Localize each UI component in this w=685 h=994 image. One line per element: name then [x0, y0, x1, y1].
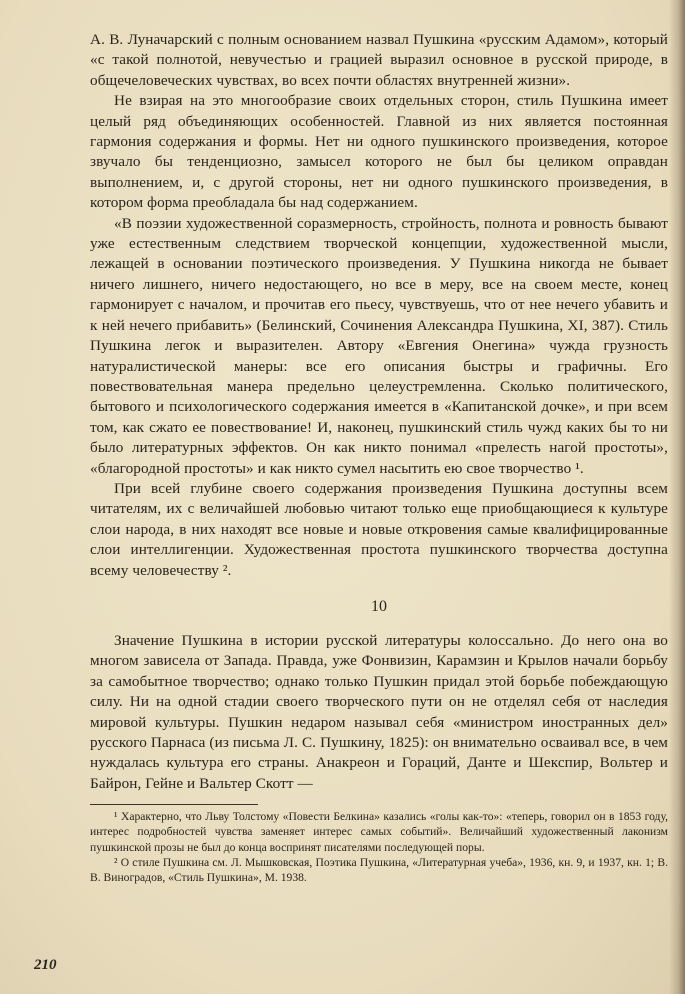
paragraph-lunacharsky: А. В. Луначарский с полным основанием назвал Пушкина «русским Адамом», который «с такой полнотой, невучестью и грацией выразил основное в русской природе, в общечеловеческих чувствах, во всех почти областях внутренней жизни».: [90, 31, 668, 89]
paragraph-style-harmony: Не взирая на это многообразие своих отдельных сторон, стиль Пушкина имеет целый ряд объединяющих особенностей. Главной из них является постоянная гармония содержания и формы. Нет ни одного пушкинского произведения, которое звучало бы тенденциозно, замысел которого не был бы целиком оправдан выполнением, и, с другой стороны, нет ни одного пушкинского произведения, в котором форма преобладала бы над содержанием.: [90, 92, 668, 212]
page-number: 210: [34, 957, 57, 973]
section-number: 10: [371, 597, 387, 615]
page-content: [90, 30, 668, 885]
paragraph-significance: Значение Пушкина в истории русской литературы колоссально. До него она во многом зависела от Запада. Правда, уже Фонвизин, Карамзин и Крылов начали борьбу за самобытное творчество; однако только Пушкин придал этой борьбе побеждающую силу. Ни на одной стадии своего творческого пути он не отделял себя от наследия мировой культуры. Пушкин недаром называл себя «министром иностранных дел» русского Парнаса (из письма Л. С. Пушкину, 1825): он внимательно осваивал все, в чем нуждалась культура его страны. Анакреон и Гораций, Данте и Шекспир, Вольтер и Байрон, Гейне и Вальтер Скотт —: [90, 631, 668, 792]
footnote-2: ² О стиле Пушкина см. Л. Мышковская, Поэтика Пушкина, «Литературная учеба», 1936, кн. 9, и 1937, кн. 1; В. В. Виноградов, «Стиль Пушкина», М. 1938.: [90, 855, 668, 885]
footnote-divider: [90, 804, 258, 805]
footnote-1: ¹ Характерно, что Льву Толстому «Повести Белкина» казались «голы как-то»: «теперь, говорил он в 1853 году, интерес подробностей чувства заменяет интерес самых событий». Величайший художественный лаконизм пушкинской прозы не был до конца воспринят писателями последующей поры.: [90, 810, 668, 854]
paragraph-belinsky-quote: «В поэзии художественной соразмерность, стройность, полнота и ровность бывают уже естественным следствием творческой концепции, художественной мысли, лежащей в основании поэтического произведения. У Пушкина никогда не бывает ничего лишнего, ничего недостающего, но все в меру, все на своем месте, конец гармонирует с началом, и прочитав его пьесу, чувствуешь, что от нее нечего убавить и к ней нечего прибавить» (Белинский, Сочинения Александра Пушкина, XI, 387). Стиль Пушкина легок и выразителен. Автору «Евгения Онегина» чужда грузность натуралистической манеры: все его описания быстры и графичны. Его повествовательная манера предельно целеустремленна. Сколько политического, бытового и психологического содержания имеется в «Капитанской дочке», и при всем том, как сжато ее повествование! И, наконец, пушкинский стиль чужд каких бы то ни было литературных эффектов. Он как никто понимал «прелесть нагой простоты», «благородной простоты» и как никто сумел насытить ею свое творчество ¹.: [90, 214, 668, 477]
page-edge-shadow: [669, 0, 685, 994]
paragraph-accessibility: При всей глубине своего содержания произведения Пушкина доступны всем читателям, их с величайшей любовью читают только еще приобщающиеся к культуре слои народа, в них находят все новые и новые откровения самые квалифицированные слои интеллигенции. Художественная простота пушкинского творчества доступна всему человечеству ².: [90, 479, 668, 579]
